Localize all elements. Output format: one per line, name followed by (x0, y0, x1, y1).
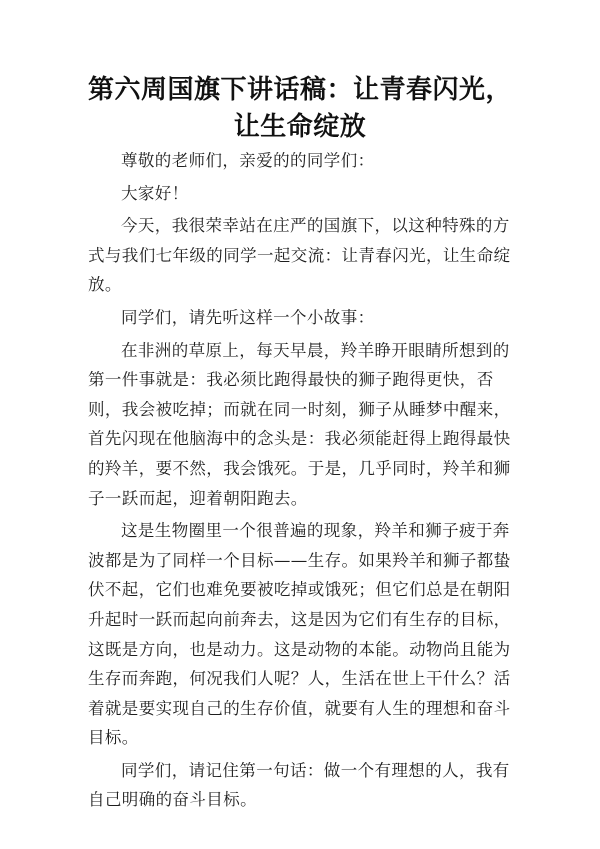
greeting-paragraph: 大家好！ (121, 183, 189, 203)
body-paragraph: 同学们，请先听这样一个小故事： (121, 307, 375, 327)
body-paragraph: 今天，我很荣幸站在庄严的国旗下，以这种特殊的方式与我们七年级的同学一起交流：让青春闪光，让生命绽放。 (88, 216, 511, 295)
salutation-paragraph: 尊敬的老师们，亲爱的的同学们： (121, 151, 375, 170)
body-paragraph: 这是生物圈里一个很普遍的现象，羚羊和狮子疲于奔波都是为了同样一个目标——生存。如果羚羊和狮子都蛰伏不起，它们也难免要被吃掉或饿死；但它们总是在朝阳升起时一跃而起向前奔去，这是因为它们有生存的目标，这既是方向，也是动力。这是动物的本能。动物尚且能为生存而奔跑，何况我们人呢？人，生活在世上干什么？活着就是要实现自己的生存价值，就要有人生的理想和奋斗目标。 (88, 521, 511, 748)
page-title: 第六周国旗下讲话稿：让青春闪光，让生命绽放 (87, 75, 512, 142)
speech-body (88, 146, 518, 815)
story-paragraph: 在非洲的草原上，每天早晨，羚羊睁开眼睛所想到的第一件事就是：我必须比跑得最快的狮子跑得更快，否则，我会被吃掉；而就在同一时刻，狮子从睡梦中醒来，首先闪现在他脑海中的念头是：我必须能赶得上跑得最快的羚羊，要不然，我会饿死。于是，几乎同时，羚羊和狮子一跃而起，迎着朝阳跑去。 (88, 340, 511, 508)
body-paragraph: 同学们，请记住第一句话：做一个有理想的人，我有自己明确的奋斗目标。 (88, 760, 510, 810)
